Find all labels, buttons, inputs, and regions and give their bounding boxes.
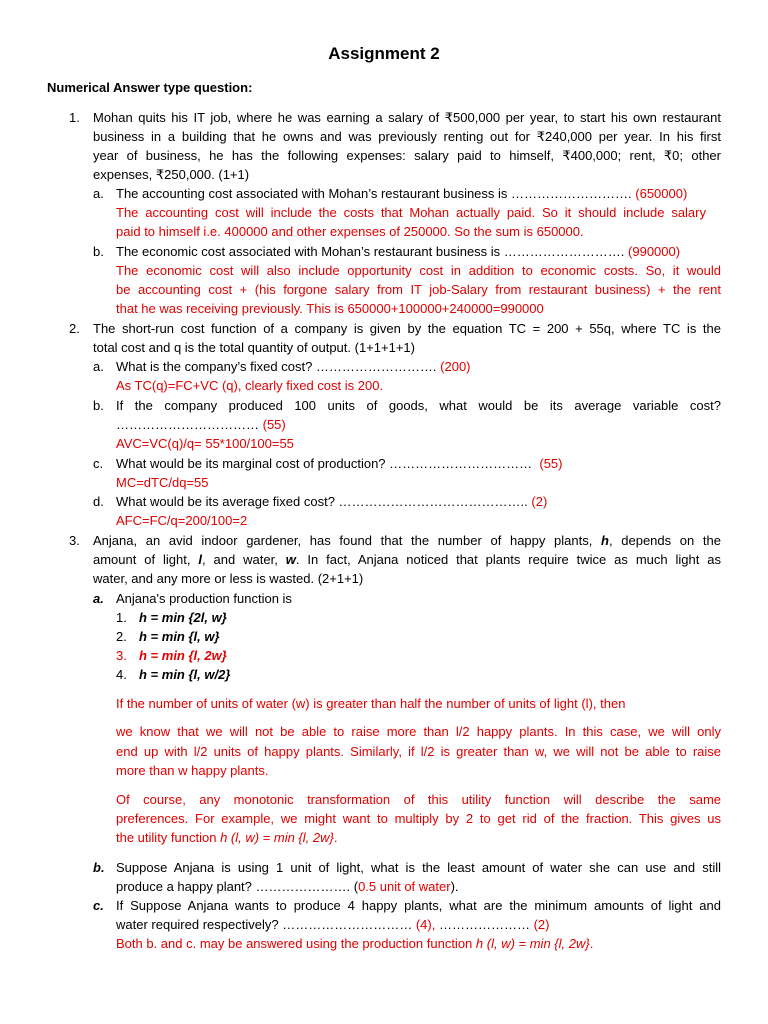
q2b-answer: (55) xyxy=(262,417,286,432)
q2a-question: What is the company’s fixed cost? ………………………. (200) xyxy=(116,359,471,374)
q2c-question: What would be its marginal cost of production? …………………………… (55) xyxy=(116,456,563,471)
q2b-question: If the company produced 100 units of goods, what would be its average variable cost? xyxy=(116,398,721,413)
q3a-explanation: end up with l/2 units of happy plants. Similarly, if l/2 is greater than w, we will not be able to raise xyxy=(116,744,721,759)
q2-number: 2. xyxy=(69,321,80,336)
q2-line: total cost and q is the total quantity of output. (1+1+1+1) xyxy=(93,340,415,355)
section-heading: Numerical Answer type question: xyxy=(47,80,253,95)
q3c-explanation: Both b. and c. may be answered using the production function h (l, w) = min {l, 2w}. xyxy=(116,936,594,951)
q2c-explanation: MC=dTC/dq=55 xyxy=(116,475,209,490)
q3a-explanation: we know that we will not be able to raise more than l/2 happy plants. In this case, we will only xyxy=(116,724,721,739)
q1b-explanation: that he was receiving previously. This is 650000+100000+240000=990000 xyxy=(116,301,544,316)
q3a-question: Anjana's production function is xyxy=(116,591,292,606)
q2b-question-cont: …………………………… (55) xyxy=(116,417,286,432)
q3a-option: h = min {l, w} xyxy=(139,629,220,644)
q3-line: water, and any more or less is wasted. (2+1+1) xyxy=(93,571,364,586)
q1a-label: a. xyxy=(93,186,104,201)
q2d-question: What would be its average fixed cost? …………………………………….. (2) xyxy=(116,494,548,509)
q1b-question: The economic cost associated with Mohan’s restaurant business is ………………………. (990000) xyxy=(116,244,681,259)
q3a-explanation: If the number of units of water (w) is greater than half the number of units of light (l), then xyxy=(116,696,626,711)
q3a-option-number: 2. xyxy=(116,629,127,644)
q3c-answer-water: (2) xyxy=(533,917,550,932)
q1a-question: The accounting cost associated with Mohan’s restaurant business is ………………………. (650000) xyxy=(116,186,688,201)
q3-line: amount of light, l, and water, w. In fact, Anjana noticed that plants require twice as much light as xyxy=(93,552,721,567)
q2a-explanation: As TC(q)=FC+VC (q), clearly fixed cost is 200. xyxy=(116,378,384,393)
q3a-explanation: the utility function h (l, w) = min {l, 2w}. xyxy=(116,830,338,845)
q3a-option-correct: h = min {l, 2w} xyxy=(139,648,227,663)
q1a-answer: (650000) xyxy=(635,186,688,201)
q3a-option: h = min {2l, w} xyxy=(139,610,227,625)
q2a-label: a. xyxy=(93,359,104,374)
q3a-label: a. xyxy=(93,591,104,606)
q2b-label: b. xyxy=(93,398,104,413)
q2b-explanation: AVC=VC(q)/q= 55*100/100=55 xyxy=(116,436,294,451)
q1-number: 1. xyxy=(69,110,80,125)
q1a-explanation: paid to himself i.e. 400000 and other expenses of 250000. So the sum is 650000. xyxy=(116,224,584,239)
q3a-option: h = min {l, w/2} xyxy=(139,667,231,682)
q3a-option-number: 1. xyxy=(116,610,127,625)
q3c-question: If Suppose Anjana wants to produce 4 happy plants, what are the minimum amounts of light and xyxy=(116,898,721,913)
q2-line: The short-run cost function of a company is given by the equation TC = 200 + 55q, where TC is the xyxy=(93,321,721,336)
q2d-answer: (2) xyxy=(531,494,548,509)
q2c-label: c. xyxy=(93,456,104,471)
q3b-label: b. xyxy=(93,860,105,875)
q2d-label: d. xyxy=(93,494,104,509)
q2a-answer: (200) xyxy=(440,359,471,374)
q3a-option-number: 4. xyxy=(116,667,127,682)
q3b-answer: 0.5 unit of water xyxy=(358,879,451,894)
q3a-explanation: Of course, any monotonic transformation of this utility function will describe the same xyxy=(116,792,721,807)
q3c-question-cont: water required respectively? ………………………… (4), ………………… (2) xyxy=(116,917,550,932)
q1-line: Mohan quits his IT job, where he was earning a salary of ₹500,000 per year, to start his own restaurant xyxy=(93,110,721,125)
q3b-question-cont: produce a happy plant? …………………. (0.5 unit of water). xyxy=(116,879,459,894)
q1b-label: b. xyxy=(93,244,104,259)
q1-line: expenses, ₹250,000. (1+1) xyxy=(93,167,250,182)
q1-line: business in a building that he owns and was previously renting out for ₹240,000 per year. In his first xyxy=(93,129,721,144)
q3c-answer-light: (4), xyxy=(415,917,436,932)
q3-line: Anjana, an avid indoor gardener, has found that the number of happy plants, h, depends on the xyxy=(93,533,722,548)
q3a-explanation: more than w happy plants. xyxy=(116,763,269,778)
q2d-explanation: AFC=FC/q=200/100=2 xyxy=(116,513,248,528)
q1a-explanation: The accounting cost will include the costs that Mohan actually paid. So it should include salary xyxy=(116,205,706,220)
q3a-explanation: preferences. For example, we might want to multiply by 2 to get rid of the fraction. This gives us xyxy=(116,811,721,826)
q3c-label: c. xyxy=(93,898,104,913)
q1b-explanation: be accounting cost + (his forgone salary from IT job-Salary from restaurant business) + the rent xyxy=(116,282,721,297)
q3-number: 3. xyxy=(69,533,80,548)
page-title: Assignment 2 xyxy=(328,44,440,63)
q2c-answer: (55) xyxy=(539,456,563,471)
q3b-question: Suppose Anjana is using 1 unit of light, what is the least amount of water she can use and still xyxy=(116,860,721,875)
q1-line: year of business, he has the following expenses: salary paid to himself, ₹400,000; rent, ₹0; other xyxy=(93,148,721,163)
q1b-answer: (990000) xyxy=(628,244,681,259)
q3a-option-number-correct: 3. xyxy=(116,648,127,663)
q1b-explanation: The economic cost will also include opportunity cost in addition to economic costs. So, it would xyxy=(116,263,721,278)
